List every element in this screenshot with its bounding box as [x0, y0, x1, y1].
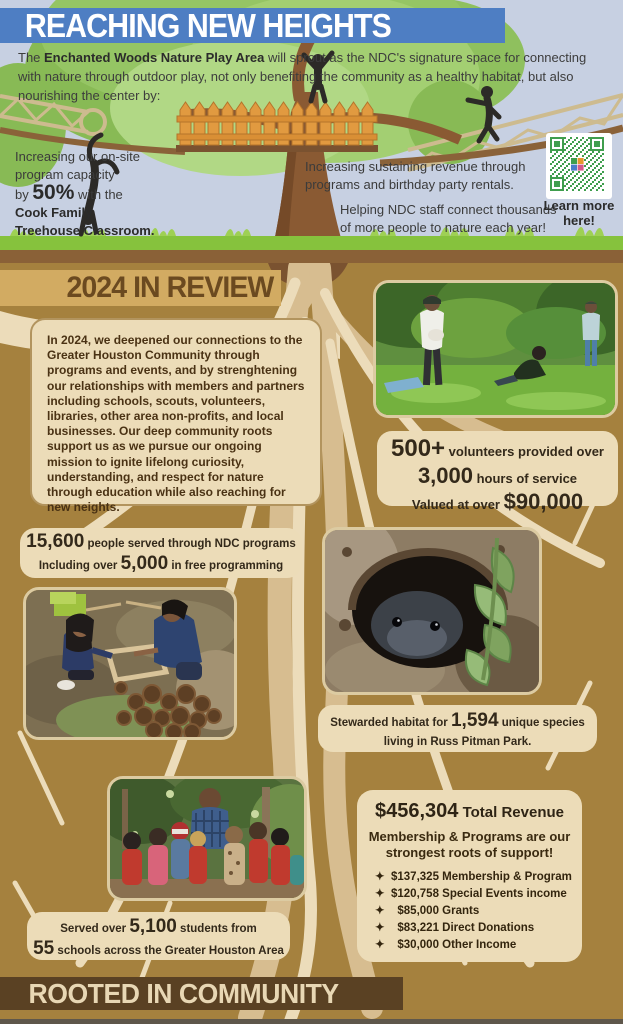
qr-code — [546, 133, 612, 199]
review-section-title: 2024 IN REVIEW — [66, 271, 274, 304]
students-stat-card: Served over 5,100 students from 55 schools across the Greater Houston Area — [27, 912, 290, 960]
owl-face — [371, 591, 463, 659]
review-paragraph: In 2024, we deepened our connections to the Greater Houston Community through programs and events, and by strenghtening our relationships with members and partners including schools, scouts, volunteers, libraries, other area non-profits, and local businesses. Our deep community roots support us as we pursue our ongoing mission to ignite lifelong curiosity, understanding, and respect for nature through education while also reaching for new neights. — [47, 333, 305, 515]
revenue-item: ✦ $137,325 Membership & Program — [375, 869, 574, 886]
free-programming-count: 5,000 — [120, 553, 169, 574]
star-bullet-icon: ✦ — [375, 888, 385, 900]
species-stat-card: Stewarded habitat for 1,594 unique species living in Russ Pitman Park. — [318, 705, 597, 752]
volunteer-count: 500+ — [391, 435, 446, 462]
capacity-stat: Increasing our on-site program capacity by 50% with the Cook Family Treehouse Classroom. — [15, 149, 155, 238]
owl-in-tree-photo — [322, 527, 542, 695]
qr-label: Learn more here! — [543, 198, 615, 228]
footer-title: ROOTED IN COMMUNITY — [28, 978, 339, 1009]
students-count: 5,100 — [129, 916, 177, 937]
bottom-edge-strip — [0, 1019, 623, 1024]
volunteers-photo — [373, 280, 618, 418]
page-title-banner — [0, 8, 505, 43]
footer-banner — [0, 977, 403, 1010]
staff-note: Helping NDC staff connect thousands of more people to nature each year! — [340, 202, 557, 235]
star-bullet-icon: ✦ — [375, 871, 385, 883]
schools-count: 55 — [33, 938, 55, 959]
capacity-percent: 50% — [32, 181, 75, 204]
revenue-item: ✦ $30,000 Other Income — [375, 937, 574, 954]
people-served-stat-card: 15,600 people served through NDC programs Including over 5,000 in free programming — [20, 528, 302, 578]
revenue-card: $456,304 Total Revenue Membership & Programs are our strongest roots of support! ✦ $137,325 Membership & Program ✦ $120,758 Special Events income ✦ $85,000 Grants ✦ $83,221 Direct Donations ✦ $30,000 Other Income — [357, 790, 582, 962]
review-paragraph-card — [30, 318, 322, 515]
revenue-breakdown-list — [365, 869, 574, 954]
intro-bold: Enchanted Woods Nature Play Area — [44, 50, 265, 65]
volunteers-stat-card: 500+ volunteers provided over 3,000 hours of service Valued at over $90,000 — [377, 431, 618, 506]
revenue-item: ✦ $120,758 Special Events income — [375, 886, 574, 903]
revenue-item: ✦ $83,221 Direct Donations — [375, 920, 574, 937]
page-title: REACHING NEW HEIGHTS — [24, 7, 392, 44]
hours-count: 3,000 — [417, 463, 473, 488]
ground-strip — [0, 250, 623, 263]
revenue-item: ✦ $85,000 Grants — [375, 903, 574, 920]
pinecone-activity-photo — [23, 587, 237, 740]
value-amount: $90,000 — [503, 489, 584, 514]
sustaining-revenue-note: Increasing sustaining revenue through programs and birthday party rentals. — [305, 159, 526, 192]
people-served-count: 15,600 — [26, 531, 85, 552]
students-field-trip-photo — [107, 776, 307, 901]
review-section-banner — [0, 270, 281, 306]
intro-text: The Enchanted Woods Nature Play Area will sprout as the NDC's signature space for connecting with nature through outdoor play, not only benefiting the community as a healthy habitat, but also nourishing the center by: — [18, 50, 587, 103]
total-revenue-amount: $456,304 — [374, 800, 459, 822]
star-bullet-icon: ✦ — [375, 905, 385, 917]
star-bullet-icon: ✦ — [375, 922, 385, 934]
qr-code-icon — [548, 135, 606, 193]
revenue-subtitle: Membership & Programs are our strongest roots of support! — [368, 829, 571, 860]
star-bullet-icon: ✦ — [375, 939, 385, 951]
species-count: 1,594 — [450, 710, 499, 731]
